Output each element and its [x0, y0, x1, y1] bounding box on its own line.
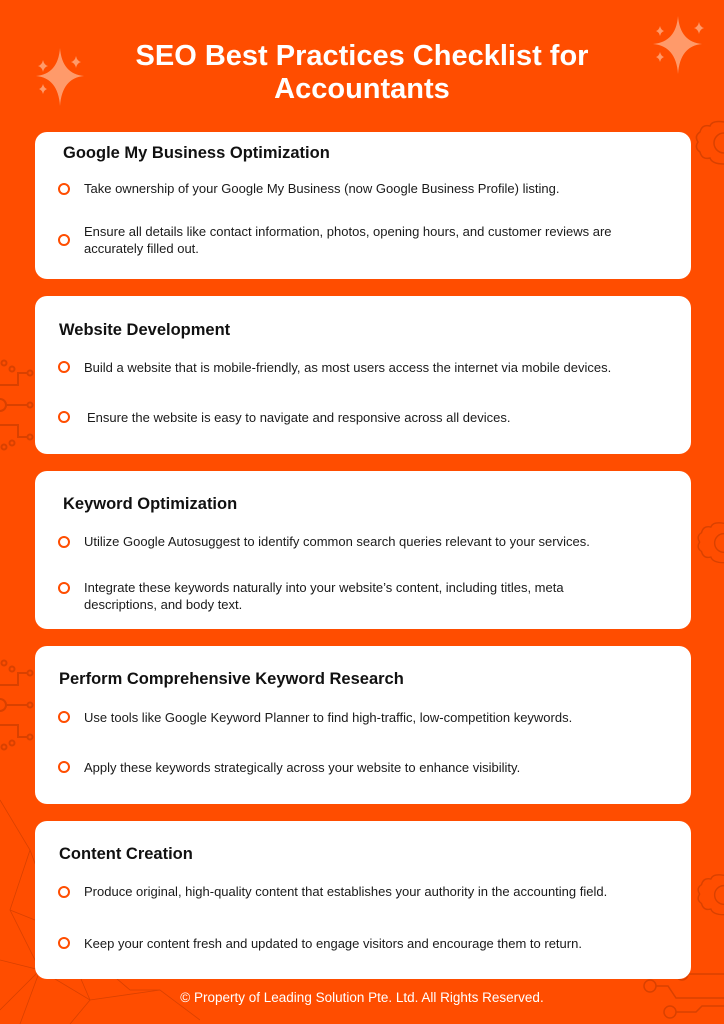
checklist-item: Utilize Google Autosuggest to identify common search queries relevant to your services. [84, 534, 590, 549]
section-card-google-my-business [35, 132, 691, 279]
circle-bullet-icon [58, 937, 70, 949]
checklist-item: Produce original, high-quality content that establishes your authority in the accounting field. [84, 884, 608, 899]
circle-bullet-icon [58, 711, 70, 723]
section-title: Perform Comprehensive Keyword Research [59, 670, 404, 688]
gear-icon [694, 518, 724, 568]
checklist-item: Ensure all details like contact information, photos, opening hours, and customer reviews are accurately filled out. [84, 224, 612, 256]
section-card-keyword-research [35, 646, 691, 804]
section-title: Keyword Optimization [63, 495, 238, 513]
circle-bullet-icon [58, 886, 70, 898]
section-card-website-development [35, 296, 691, 454]
copyright-footer: © Property of Leading Solution Pte. Ltd. All Rights Reserved. [180, 990, 544, 1005]
section-title: Google My Business Optimization [63, 144, 330, 162]
title-line-2: Accountants [274, 73, 450, 105]
checklist-item: Apply these keywords strategically across your website to enhance visibility. [84, 760, 521, 775]
gear-icon [692, 118, 724, 168]
section-title: Content Creation [59, 845, 193, 863]
checklist-item: Build a website that is mobile-friendly, as most users access the internet via mobile devices. [84, 360, 612, 375]
circle-bullet-icon [58, 411, 70, 423]
section-title: Website Development [59, 321, 231, 339]
page-title [0, 40, 724, 106]
circle-bullet-icon [58, 761, 70, 773]
circle-bullet-icon [58, 536, 70, 548]
checklist-item: Integrate these keywords naturally into your website’s content, including titles, meta descriptions, and body text. [84, 580, 564, 612]
checklist-item: Use tools like Google Keyword Planner to find high-traffic, low-competition keywords. [84, 710, 573, 725]
circle-bullet-icon [58, 582, 70, 594]
circuit-icon [0, 655, 36, 755]
section-card-content-creation [35, 821, 691, 979]
checklist-item: Ensure the website is easy to navigate and responsive across all devices. [87, 410, 511, 425]
title-line-1: SEO Best Practices Checklist for [135, 40, 589, 72]
checklist-item: Take ownership of your Google My Business (now Google Business Profile) listing. [84, 181, 560, 196]
circle-bullet-icon [58, 361, 70, 373]
circle-bullet-icon [58, 183, 70, 195]
gear-icon [694, 870, 724, 920]
circuit-icon [0, 355, 36, 455]
section-card-keyword-optimization [35, 471, 691, 629]
checklist-item: Keep your content fresh and updated to engage visitors and encourage them to return. [84, 936, 582, 951]
circle-bullet-icon [58, 234, 70, 246]
